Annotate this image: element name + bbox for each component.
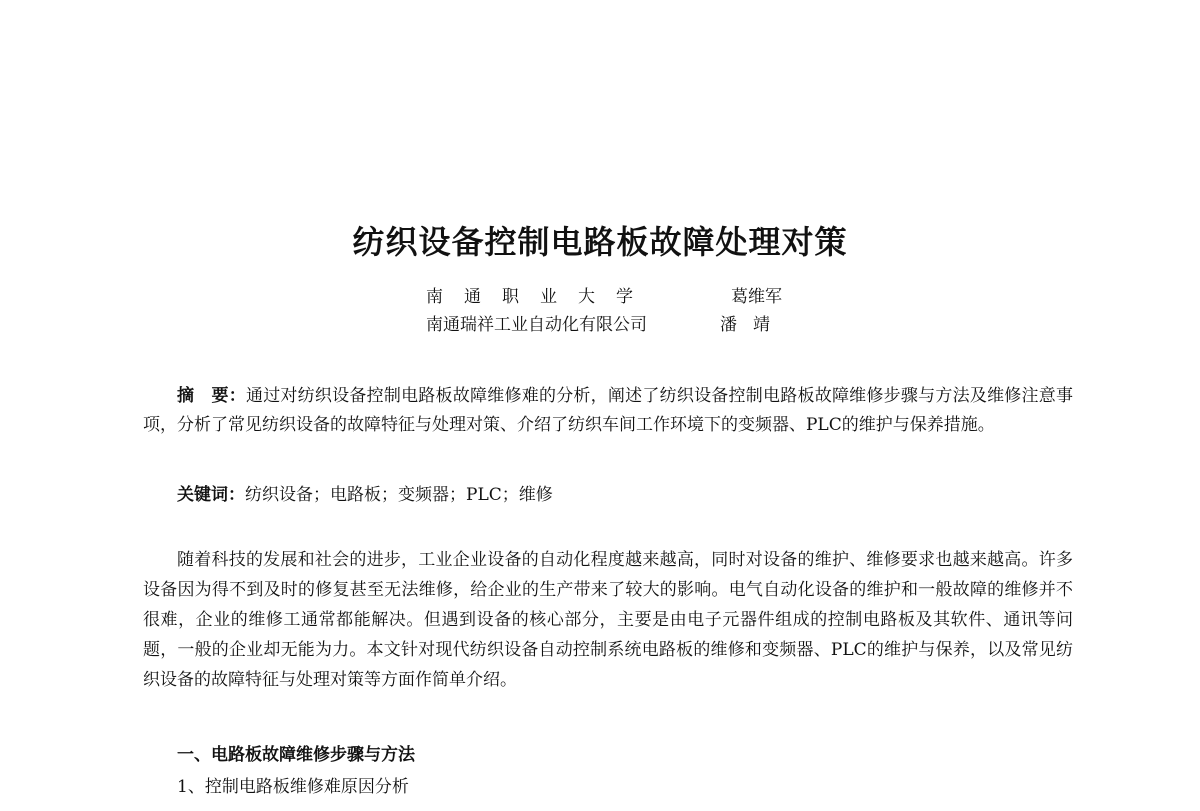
keywords-paragraph <box>143 481 1073 510</box>
author-name-1: 葛维军 <box>731 287 782 307</box>
affiliation-org-1: 南通职业大学 <box>426 287 654 307</box>
intro-paragraph: 随着科技的发展和社会的进步，工业企业设备的自动化程度越来越高，同时对设备的维护、维修要求也越来越高。许多设备因为得不到及时的修复甚至无法维修，给企业的生产带来了较大的影响。电气自动化设备的维护和一般故障的维修并不很难，企业的维修工通常都能解决。但遇到设备的核心部分，主要是由电子元器件组成的控制电路板及其软件、通讯等问题，一般的企业却无能为力。本文针对现代纺织设备自动控制系统电路板的维修和变频器、PLC的维护与保养，以及常见纺织设备的故障特征与处理对策等方面作简单介绍。 <box>143 550 1073 690</box>
abstract-text: 通过对纺织设备控制电路板故障维修难的分析，阐述了纺织设备控制电路板故障维修步骤与方法及维修注意事项，分析了常见纺织设备的故障特征与处理对策、介绍了纺织车间工作环境下的变频器、PLC的维护与保养措施。 <box>143 386 1074 435</box>
affiliation-org-2: 南通瑞祥工业自动化有限公司 <box>426 315 647 335</box>
paper-title: 纺织设备控制电路板故障处理对策 <box>352 223 848 261</box>
keywords-text: 纺织设备；电路板；变频器；PLC；维修 <box>245 485 553 505</box>
subsection-heading-1: 1、控制电路板维修难原因分析 <box>177 777 409 797</box>
keywords-label: 关键词： <box>177 485 245 505</box>
abstract-label: 摘 要： <box>177 386 246 406</box>
abstract-paragraph <box>143 382 1073 440</box>
section-heading-1: 一、电路板故障维修步骤与方法 <box>177 745 415 765</box>
author-name-2: 潘靖 <box>720 315 786 335</box>
